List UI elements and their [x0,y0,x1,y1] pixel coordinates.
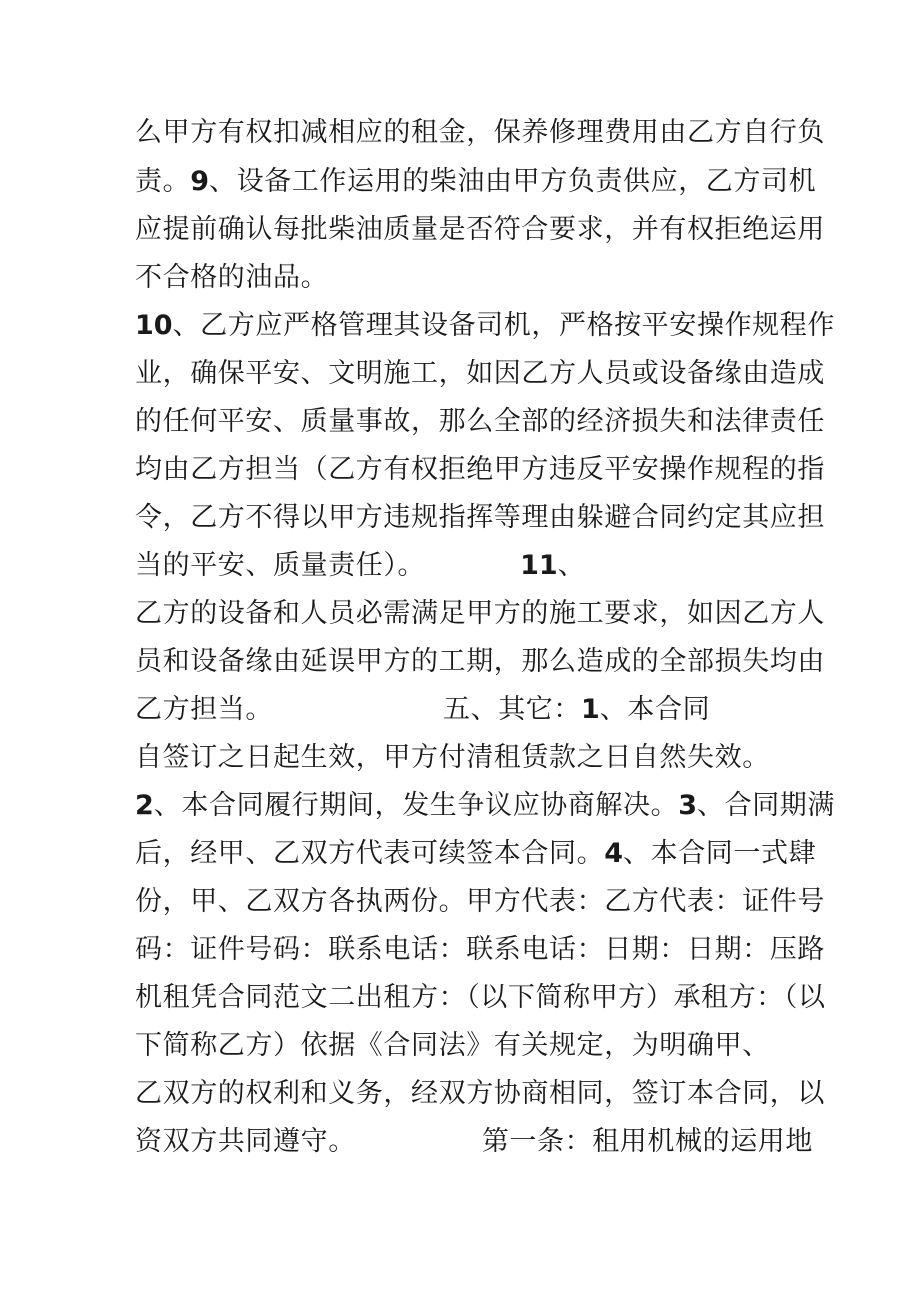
text-line [135,546,585,586]
text-run: 责。 [135,166,191,197]
text-line [135,978,826,1018]
text-run: 资双方共同遵守。 [135,1126,356,1157]
text-run: 下简称乙方）依据《合同法》有关规定，为明确甲、 [135,1030,770,1061]
text-line [135,1026,770,1066]
text-line [135,930,825,970]
text-run: 第一条：租用机械的运用地 [481,1126,814,1157]
text-line [135,210,825,250]
text-line [135,1122,813,1162]
text-run: 、 [557,550,586,581]
text-run: 乙方的设备和人员必需满足甲方的施工要求，如因乙方人 [135,598,825,629]
text-run: 、乙方应严格管理其设备司机，严格按平安操作规程作 [172,310,835,341]
clause-number: 2 [135,790,154,821]
clause-number: 10 [135,310,173,341]
text-line [135,402,825,442]
text-line [135,162,816,202]
text-run: 乙方担当。 [135,694,273,725]
text-line [135,642,825,682]
text-line [135,594,825,634]
text-line [135,354,825,394]
clause-number: 3 [678,790,697,821]
text-run: 当的平安、质量责任）。 [135,550,426,581]
text-run: 均由乙方担当（乙方有权拒绝甲方违反平安操作规程的指 [135,454,825,485]
text-line [135,498,825,538]
text-run: 应提前确认每批柴油质量是否符合要求，并有权拒绝运用 [135,214,825,245]
text-run: 、设备工作运用的柴油由甲方负责供应，乙方司机 [209,166,817,197]
clause-number: 9 [190,166,209,197]
text-run: 业，确保平安、文明施工，如因乙方人员或设备缘由造成 [135,358,825,389]
text-run: 、本合同 [599,694,711,725]
clause-number: 4 [604,838,623,869]
text-run: 码：证件号码：联系电话：联系电话：日期：日期：压路 [135,934,825,965]
text-line [135,306,835,346]
text-run: 员和设备缘由延误甲方的工期，那么造成的全部损失均由 [135,646,825,677]
text-run: 机租凭合同范文二出租方：（以下简称甲方）承租方：（以 [135,982,826,1013]
text-run: 自签订之日起生效，甲方付清租赁款之日自然失效。 [135,742,770,773]
text-line [135,834,816,874]
text-run: 么甲方有权扣减相应的租金，保养修理费用由乙方自行负 [135,117,825,148]
clause-number: 1 [581,694,600,725]
text-line [135,450,825,490]
clause-number: 11 [520,550,558,581]
text-line [135,882,825,922]
text-line [135,738,770,778]
text-run: 五、其它： [443,694,581,725]
text-line [135,113,825,153]
text-line [135,690,710,730]
text-run: 不合格的油品。 [135,262,329,293]
text-line [135,1074,825,1114]
text-run: 乙双方的权利和义务，经双方协商相同，签订本合同，以 [135,1078,825,1109]
text-run: 的任何平安、质量事故，那么全部的经济损失和法律责任 [135,406,825,437]
text-run: 后，经甲、乙双方代表可续签本合同。 [135,838,605,869]
text-line [135,786,835,826]
text-run: 份，甲、乙双方各执两份。甲方代表：乙方代表：证件号 [135,886,825,917]
text-run: 、本合同一式肆 [623,838,817,869]
text-run: 令，乙方不得以甲方违规指挥等理由躲避合同约定其应担 [135,502,825,533]
text-run: 、本合同履行期间，发生争议应协商解决。 [153,790,679,821]
text-line [135,258,328,298]
text-run: 、合同期满 [697,790,835,821]
